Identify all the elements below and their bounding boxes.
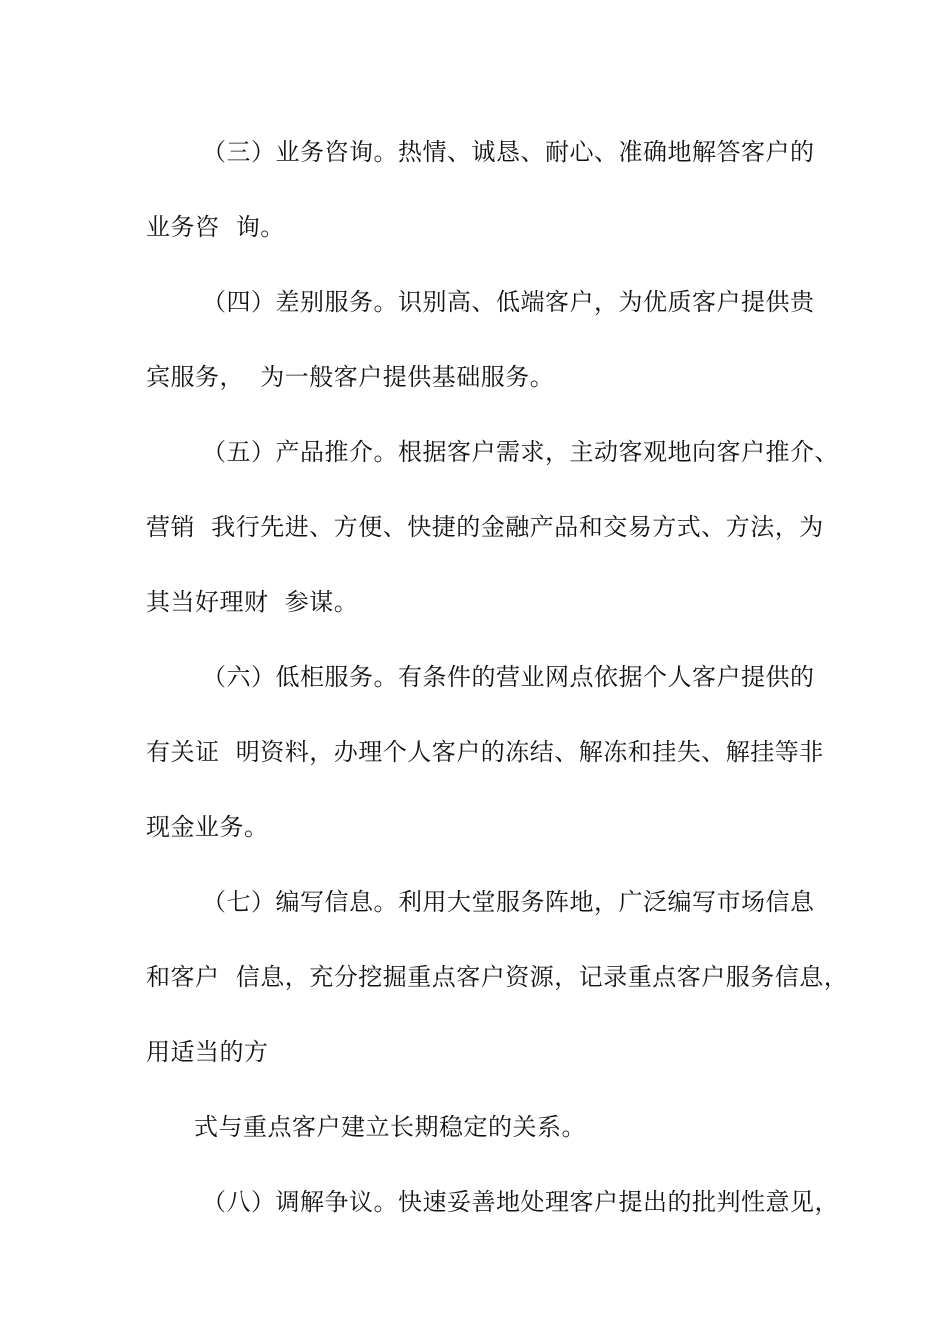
- paragraph-4-line-1: （四）差别服务。识别高、低端客户，为优质客户提供贵: [202, 288, 815, 316]
- paragraph-6-line-1: （六）低柜服务。有条件的营业网点依据个人客户提供的: [202, 663, 815, 691]
- paragraph-3-line-1: （三）业务咨询。热情、诚恳、耐心、准确地解答客户的: [202, 138, 815, 166]
- paragraph-5-line-1: （五）产品推介。根据客户需求，主动客观地向客户推介、: [202, 438, 839, 466]
- paragraph-8-line-1: （八）调解争议。快速妥善地处理客户提出的批判性意见，: [202, 1188, 839, 1216]
- paragraph-6-line-3: 现金业务。: [146, 813, 269, 841]
- paragraph-5-line-3: 其当好理财 参谋。: [146, 588, 359, 616]
- paragraph-4-line-2: 宾服务， 为一般客户提供基础服务。: [146, 363, 555, 391]
- paragraph-7-line-4: 式与重点客户建立长期稳定的关系。: [194, 1113, 586, 1141]
- paragraph-7-line-3: 用适当的方: [146, 1038, 269, 1066]
- paragraph-7-line-2: 和客户 信息，充分挖掘重点客户资源，记录重点客户服务信息，: [146, 963, 849, 991]
- paragraph-6-line-2: 有关证 明资料，办理个人客户的冻结、解冻和挂失、解挂等非: [146, 738, 824, 766]
- paragraph-3-line-2: 业务咨 询。: [146, 213, 285, 241]
- paragraph-7-line-1: （七）编写信息。利用大堂服务阵地，广泛编写市场信息: [202, 888, 815, 916]
- paragraph-5-line-2: 营销 我行先进、方便、快捷的金融产品和交易方式、方法，为: [146, 513, 824, 541]
